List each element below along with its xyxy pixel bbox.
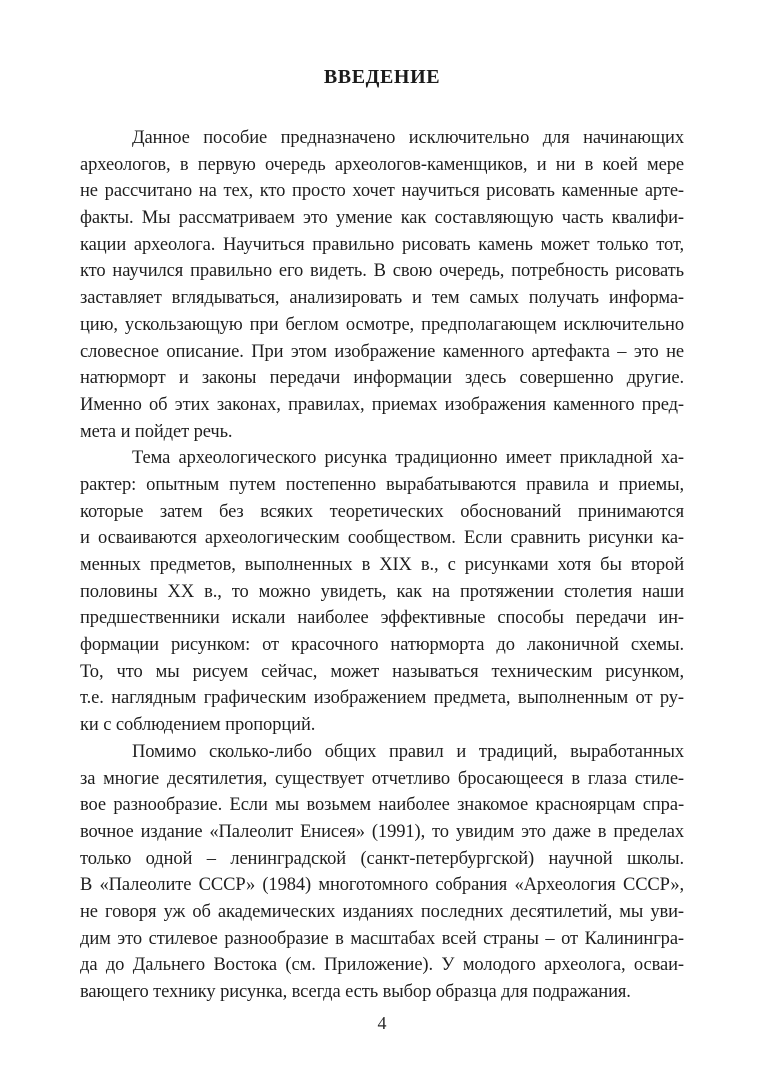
text-line: да до Дальнего Востока (см. Приложение). У молодого археолога, осваи- — [80, 955, 684, 976]
text-line: В «Палеолите СССР» (1984) многотомного собрания «Археология СССР», — [80, 875, 684, 896]
text-line: за многие десятилетия, существует отчетливо бросающееся в глаза стиле- — [80, 768, 684, 789]
text-line: вающего технику рисунка, всегда есть выбор образца для подражания. — [80, 982, 631, 1002]
text-line: вочное издание «Палеолит Енисея» (1991), то увидим это даже в пределах — [80, 821, 684, 842]
text-line: мета и пойдет речь. — [80, 421, 233, 442]
text-line: факты. Мы рассматриваем это умение как составляющую часть квалифи- — [80, 208, 684, 229]
text-line: вое разнообразие. Если мы возьмем наиболее знакомое красноярцам спра- — [80, 795, 684, 816]
text-line: археологов, в первую очередь археологов-каменщиков, и ни в коей мере — [80, 154, 684, 175]
text-line: которые затем без всяких теоретических обоснований принимаются — [80, 501, 684, 522]
text-line: формации рисунком: от красочного натюрморта до лаконичной схемы. — [80, 635, 684, 656]
text-line: натюрморт и законы передачи информации здесь совершенно другие. — [80, 368, 684, 389]
text-line: Данное пособие предназначено исключительно для начинающих — [132, 128, 684, 148]
text-line: То, что мы рисуем сейчас, может называться техническим рисунком, — [80, 661, 684, 682]
text-line: не рассчитано на тех, кто просто хочет научиться рисовать каменные арте- — [80, 181, 684, 202]
text-line: дим это стилевое разнообразие в масштабах всей страны – от Калинингра- — [80, 928, 684, 949]
text-line: Именно об этих законах, правилах, приемах изображения каменного пред- — [80, 394, 684, 415]
text-line: предшественники искали наиболее эффективные способы передачи ин- — [80, 608, 684, 629]
text-line: менных предметов, выполненных в XIX в., с рисунками хотя бы второй — [80, 555, 684, 575]
text-line: заставляет вглядываться, анализировать и тем самых получать информа- — [80, 288, 684, 309]
text-line: только одной – ленинградской (санкт-петербургской) научной школы. — [80, 848, 684, 869]
text-line: рактер: опытным путем постепенно вырабатываются правила и приемы, — [80, 474, 684, 495]
page-number: 4 — [377, 1012, 387, 1033]
text-line: т.е. наглядным графическим изображением предмета, выполненным от ру- — [80, 688, 684, 709]
text-line: ки с соблюдением пропорций. — [80, 715, 316, 736]
text-line: половины XX в., то можно увидеть, как на протяжении столетия наши — [80, 581, 684, 602]
page-body — [80, 125, 684, 1006]
text-line: словесное описание. При этом изображение каменного артефакта – это не — [80, 341, 684, 362]
text-line: не говоря уж об академических изданиях последних десятилетий, мы уви- — [80, 901, 684, 922]
text-line: Тема археологического рисунка традиционно имеет прикладной ха- — [132, 448, 684, 469]
text-line: цию, ускользающую при беглом осмотре, предполагающем исключительно — [80, 314, 684, 335]
text-line: Помимо сколько-либо общих правил и традиций, выработанных — [132, 741, 684, 762]
text-line: кации археолога. Научиться правильно рисовать камень может только тот, — [80, 234, 684, 255]
page-title: ВВЕДЕНИЕ — [323, 66, 441, 88]
text-line: кто научился правильно его видеть. В свою очередь, потребность рисовать — [80, 261, 684, 282]
text-line: и осваиваются археологическим сообществом. Если сравнить рисунки ка- — [80, 528, 684, 549]
